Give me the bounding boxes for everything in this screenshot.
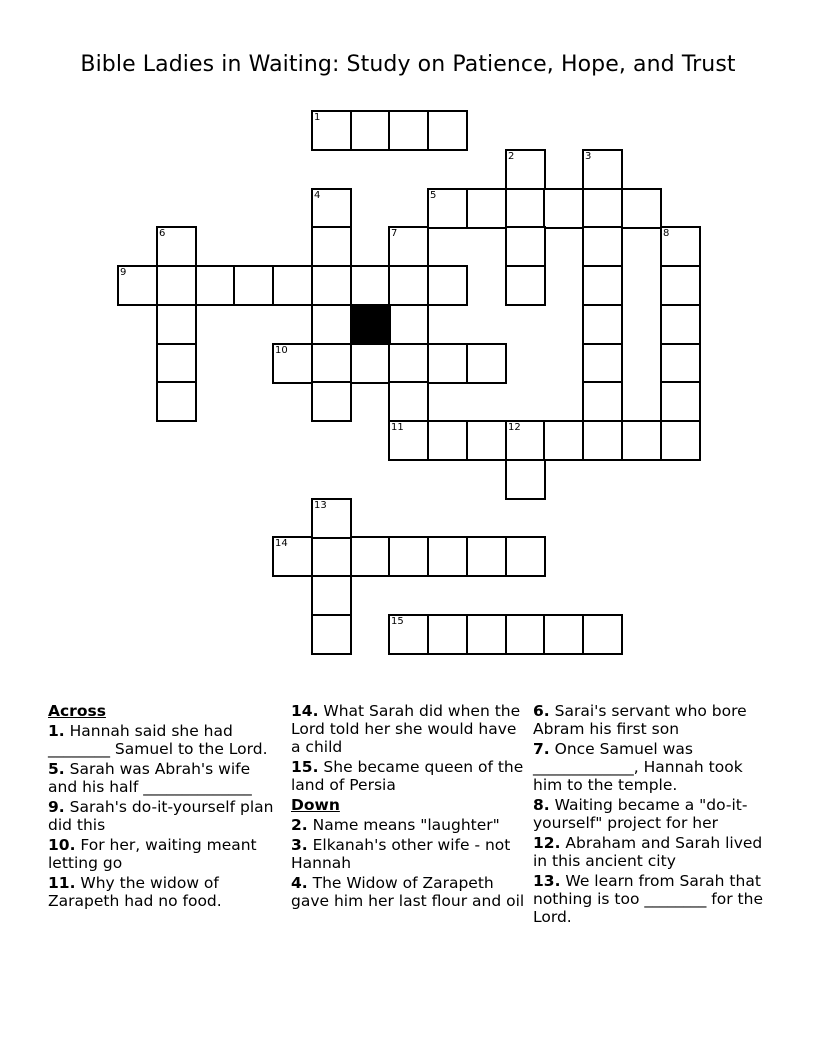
grid-cell[interactable] [388,304,429,345]
clue-number: 2 [508,151,515,162]
blocked-cell [350,304,391,345]
grid-cell[interactable] [311,343,352,384]
grid-cell[interactable] [156,226,197,267]
clue-column-3 [533,702,768,928]
grid-cell[interactable] [311,575,352,616]
clue-across-9: 9. Sarah's do-it-yourself plan did this [48,798,274,834]
grid-cell[interactable] [582,614,623,655]
grid-cell[interactable] [388,536,429,577]
grid-cell[interactable] [272,536,313,577]
grid-cell[interactable] [466,343,507,384]
clue-down-2: 2. Name means "laughter" [291,816,500,834]
grid-cell[interactable] [466,614,507,655]
grid-cell[interactable] [505,149,546,190]
grid-cell[interactable] [427,343,468,384]
grid-cell[interactable] [427,536,468,577]
grid-cell[interactable] [582,420,623,461]
grid-cell[interactable] [388,265,429,306]
grid-cell[interactable] [466,536,507,577]
grid-cell[interactable] [427,420,468,461]
grid-cell[interactable] [582,149,623,190]
clue-down-13: 13. We learn from Sarah that nothing is too ________ for the Lord. [533,872,763,926]
grid-cell[interactable] [388,226,429,267]
grid-cell[interactable] [311,110,352,151]
clue-number: 5 [430,190,437,201]
grid-cell[interactable] [311,188,352,229]
across-header: Across [48,702,106,720]
clue-number: 4 [314,190,321,201]
grid-cell[interactable] [156,304,197,345]
clue-number: 14 [275,538,288,549]
grid-cell[interactable] [621,420,662,461]
grid-cell[interactable] [311,614,352,655]
puzzle-title: Bible Ladies in Waiting: Study on Patience, Hope, and Trust [80,52,736,77]
clue-number: 3 [585,151,592,162]
grid-cell[interactable] [582,188,623,229]
grid-cell[interactable] [660,265,701,306]
grid-cell[interactable] [660,381,701,422]
grid-cell[interactable] [311,226,352,267]
grid-cell[interactable] [311,498,352,539]
clue-number: 13 [314,500,327,511]
grid-cell[interactable] [582,226,623,267]
clue-down-3: 3. Elkanah's other wife - not Hannah [291,836,511,872]
grid-cell[interactable] [388,343,429,384]
clue-across-5: 5. Sarah was Abrah's wife and his half ______________ [48,760,252,796]
grid-cell[interactable] [660,420,701,461]
grid-cell[interactable] [195,265,236,306]
grid-cell[interactable] [582,343,623,384]
grid-cell[interactable] [388,614,429,655]
clue-number: 1 [314,112,321,123]
clue-across-11: 11. Why the widow of Zarapeth had no food. [48,874,222,910]
grid-cell[interactable] [427,614,468,655]
grid-cell[interactable] [233,265,274,306]
grid-cell[interactable] [582,265,623,306]
grid-cell[interactable] [388,110,429,151]
grid-cell[interactable] [272,343,313,384]
clue-number: 9 [120,267,127,278]
grid-cell[interactable] [543,420,584,461]
clue-down-7: 7. Once Samuel was _____________, Hannah took him to the temple. [533,740,743,794]
grid-cell[interactable] [388,381,429,422]
grid-cell[interactable] [117,265,158,306]
clue-number: 15 [391,616,404,627]
clue-column-2 [291,702,527,912]
clue-column-1 [48,702,283,912]
grid-cell[interactable] [660,343,701,384]
grid-cell[interactable] [156,381,197,422]
grid-cell[interactable] [582,381,623,422]
grid-cell[interactable] [350,343,391,384]
clue-down-4: 4. The Widow of Zarapeth gave him her last flour and oil [291,874,525,910]
clue-number: 6 [159,228,166,239]
grid-cell[interactable] [350,110,391,151]
clue-number: 8 [663,228,670,239]
clue-number: 10 [275,345,288,356]
grid-cell[interactable] [660,304,701,345]
clue-down-8: 8. Waiting became a "do-it-yourself" project for her [533,796,748,832]
clue-across-10: 10. For her, waiting meant letting go [48,836,257,872]
grid-cell[interactable] [543,188,584,229]
grid-cell[interactable] [350,265,391,306]
clue-down-12: 12. Abraham and Sarah lived in this ancient city [533,834,763,870]
grid-cell[interactable] [311,265,352,306]
grid-cell[interactable] [505,536,546,577]
grid-cell[interactable] [388,420,429,461]
grid-cell[interactable] [466,420,507,461]
clue-across-15: 15. She became queen of the land of Persia [291,758,524,794]
grid-cell[interactable] [272,265,313,306]
grid-cell[interactable] [311,381,352,422]
down-header: Down [291,796,340,814]
grid-cell[interactable] [505,265,546,306]
grid-cell[interactable] [505,226,546,267]
grid-cell[interactable] [311,536,352,577]
grid-cell[interactable] [156,343,197,384]
grid-cell[interactable] [311,304,352,345]
grid-cell[interactable] [350,536,391,577]
clue-number: 11 [391,422,404,433]
grid-cell[interactable] [505,459,546,500]
grid-cell[interactable] [621,188,662,229]
clue-across-1: 1. Hannah said she had ________ Samuel to the Lord. [48,722,268,758]
grid-cell[interactable] [582,304,623,345]
clue-number: 12 [508,422,521,433]
grid-cell[interactable] [156,265,197,306]
clue-number: 7 [391,228,398,239]
grid-cell[interactable] [427,265,468,306]
clue-across-14: 14. What Sarah did when the Lord told her she would have a child [291,702,521,756]
grid-cell[interactable] [427,188,468,229]
grid-cell[interactable] [505,420,546,461]
grid-cell[interactable] [505,188,546,229]
grid-cell[interactable] [505,614,546,655]
clue-down-6: 6. Sarai's servant who bore Abram his first son [533,702,747,738]
grid-cell[interactable] [427,110,468,151]
grid-cell[interactable] [660,226,701,267]
grid-cell[interactable] [543,614,584,655]
grid-cell[interactable] [466,188,507,229]
